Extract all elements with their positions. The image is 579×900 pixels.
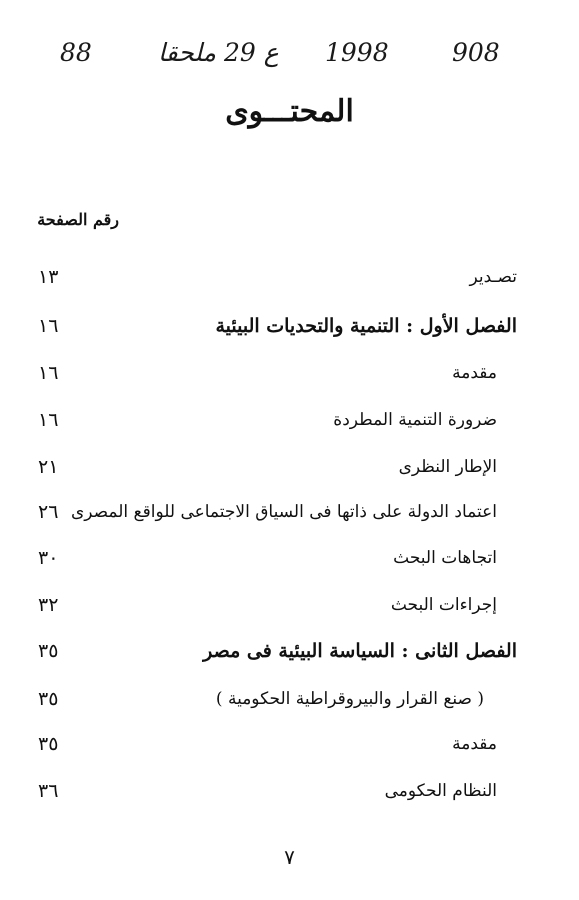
toc-entry-page: ٢١ (38, 456, 59, 478)
toc-entry-label: اتجاهات البحث (393, 548, 497, 568)
toc-row (0, 543, 579, 583)
toc-row (0, 452, 579, 492)
toc-entry-label: النظام الحكومى (384, 781, 497, 801)
toc-row (0, 358, 579, 398)
toc-entry-page: ٣٠ (38, 547, 59, 569)
toc-row (0, 262, 579, 302)
page-title: المحتـــوى (225, 94, 354, 129)
toc-entry-page: ٣٥ (38, 733, 59, 755)
toc-row (0, 684, 579, 724)
toc-entry-label: تصـدير (469, 267, 517, 287)
toc-entry-label: مقدمة (452, 363, 497, 383)
toc-entry-page: ١٣ (38, 266, 59, 288)
page-number: ٧ (284, 845, 295, 869)
toc-row (0, 590, 579, 630)
toc-entry-label: الإطار النظرى (398, 457, 497, 477)
handwritten-reference-number: 908 (452, 38, 500, 67)
toc-row (0, 776, 579, 816)
toc-row-chapter (0, 311, 579, 351)
toc-entry-page: ٣٥ (38, 688, 59, 710)
toc-entry-label: اعتماد الدولة على ذاتها فى السياق الاجتماعى للواقع المصرى (70, 502, 497, 522)
toc-row-chapter (0, 636, 579, 676)
toc-entry-label: ( صنع القرار والبيروقراطية الحكومية ) (215, 689, 484, 709)
toc-entry-page: ٣٢ (38, 594, 59, 616)
toc-entry-page: ١٦ (38, 362, 59, 384)
toc-entry-page: ١٦ (38, 315, 59, 337)
toc-entry-page: ٣٦ (38, 780, 59, 802)
toc-entry-label: الفصل الأول : التنمية والتحديات البيئية (215, 315, 517, 337)
toc-entry-page: ٢٦ (38, 501, 59, 523)
toc-row (0, 497, 579, 537)
toc-entry-label: إجراءات البحث (390, 595, 497, 615)
toc-row (0, 729, 579, 769)
toc-entry-label: مقدمة (452, 734, 497, 754)
handwritten-note: ع 29 ملحقا (158, 38, 279, 67)
page-number-column-header: رقم الصفحة (37, 210, 119, 229)
toc-entry-label: ضرورة التنمية المطردة (333, 410, 497, 430)
toc-row (0, 405, 579, 445)
handwritten-number: 88 (60, 38, 92, 67)
toc-entry-label: الفصل الثانى : السياسة البيئية فى مصر (203, 640, 517, 662)
handwritten-year: 1998 (325, 38, 389, 67)
toc-entry-page: ٣٥ (38, 640, 59, 662)
toc-entry-page: ١٦ (38, 409, 59, 431)
